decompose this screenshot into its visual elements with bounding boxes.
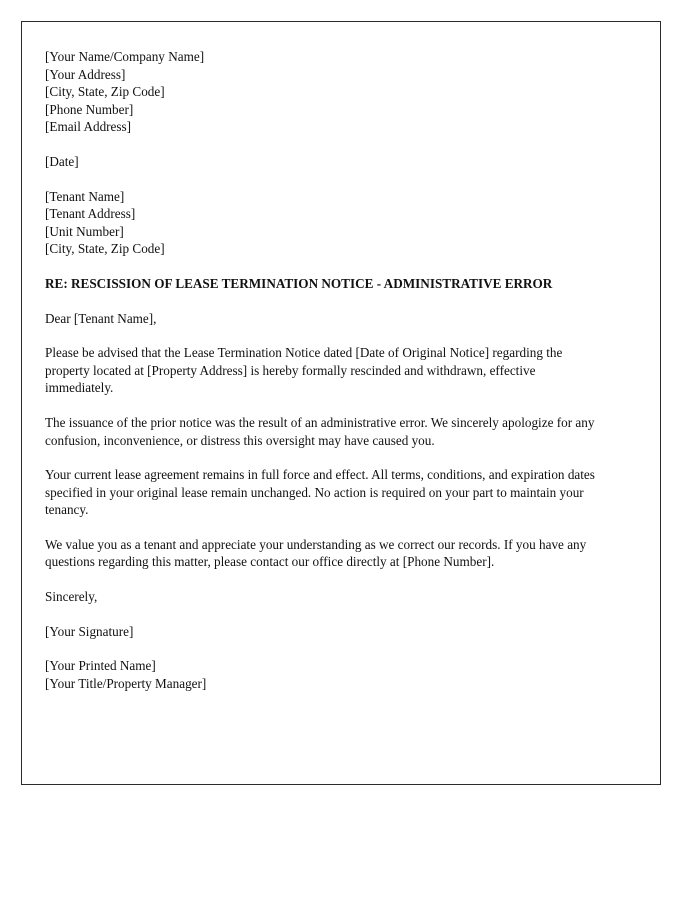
signature-placeholder: [Your Signature] <box>45 623 134 639</box>
sender-line: [Your Address] <box>45 66 126 82</box>
closing-block <box>45 588 607 606</box>
recipient-line: [City, State, Zip Code] <box>45 241 165 257</box>
recipient-address-block <box>45 188 607 258</box>
body-paragraph <box>45 344 607 397</box>
sender-line: [Email Address] <box>45 119 132 135</box>
subject-block <box>45 275 607 293</box>
sender-line: [Phone Number] <box>45 101 134 117</box>
body-paragraph-text: Please be advised that the Lease Termination Notice dated [Date of Original Notice] regarding the property located at [Property Address] is hereby formally rescinded and withdrawn, effective immediately. <box>45 345 563 396</box>
body-paragraph-text: The issuance of the prior notice was the result of an administrative error. We sincerely apologize for any confusion, inconvenience, or distress this oversight may have caused you. <box>45 414 595 448</box>
date-block <box>45 153 607 171</box>
salutation: Dear [Tenant Name], <box>45 310 157 326</box>
document-page-border <box>21 21 661 785</box>
date-line: [Date] <box>45 153 79 169</box>
sender-line: [City, State, Zip Code] <box>45 84 165 100</box>
body-paragraph-text: Your current lease agreement remains in full force and effect. All terms, conditions, and expiration dates specified in your original lease remain unchanged. No action is required on your part to maintain your tenancy. <box>45 467 595 518</box>
body-paragraph <box>45 536 607 571</box>
letter-content <box>45 48 607 709</box>
body-paragraph <box>45 466 607 519</box>
body-paragraph <box>45 414 607 449</box>
sender-line: [Your Name/Company Name] <box>45 49 205 64</box>
subject-line: RE: RESCISSION OF LEASE TERMINATION NOTICE - ADMINISTRATIVE ERROR <box>45 275 553 291</box>
signer-name: [Your Printed Name] <box>45 658 156 674</box>
recipient-line: [Tenant Address] <box>45 206 136 222</box>
sender-address-block <box>45 48 607 136</box>
closing-salutation: Sincerely, <box>45 589 98 605</box>
salutation-block <box>45 310 607 328</box>
recipient-line: [Unit Number] <box>45 223 124 239</box>
signer-block <box>45 657 607 692</box>
signature-block <box>45 623 607 641</box>
body-paragraph-text: We value you as a tenant and appreciate your understanding as we correct our records. If you have any questions regarding this matter, please contact our office directly at [Phone Number]. <box>45 536 587 570</box>
signer-title: [Your Title/Property Manager] <box>45 675 207 691</box>
recipient-line: [Tenant Name] <box>45 188 125 204</box>
